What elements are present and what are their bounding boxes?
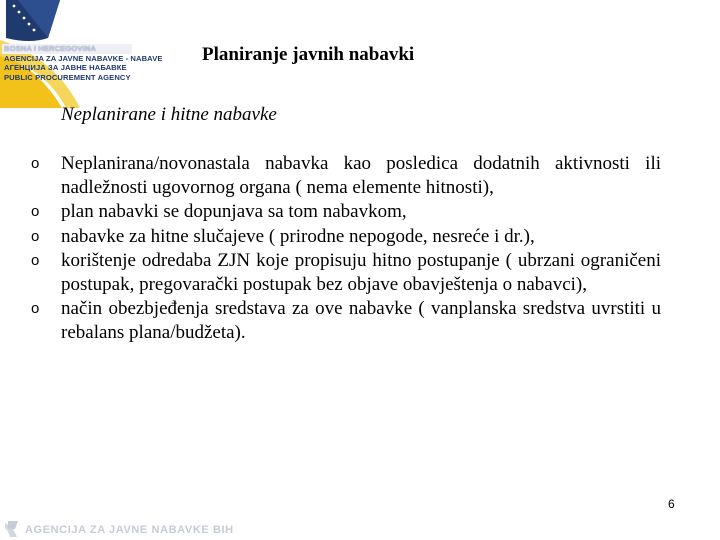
slide-subtitle: Neplanirane i hitne nabavke [61, 104, 277, 125]
bullet-text: nabavke za hitne slučajeve ( prirodne nepogode, nesreće i dr.), [61, 225, 535, 247]
list-item [31, 249, 661, 297]
footer [4, 520, 324, 538]
bullet-list [31, 152, 661, 346]
footer-logo-icon [4, 520, 22, 538]
bullet-text: način obezbjeđenja sredstava za ove nabavke ( vanplanska sredstva uvrstiti u rebalans plana/budžeta). [61, 298, 661, 344]
list-item [31, 225, 661, 249]
bullet-text: Neplanirana/novonastala nabavka kao posledica dodatnih aktivnosti ili nadležnosti ugovornog organa ( nema elemente hitnosti), [61, 153, 661, 199]
bullet-circle-icon: o [31, 251, 40, 269]
agency-logo [0, 0, 200, 108]
logo-line-latin: AGENCIJA ZA JAVNE NABAVKE - NABAVE [4, 53, 163, 63]
list-item [31, 200, 661, 224]
bullet-text: korištenje odredaba ZJN koje propisuju hitno postupanje ( ubrzani ograničeni postupak, pregovarački postupak bez objave obavještenja o nabavci), [61, 249, 661, 296]
logo-line-english: PUBLIC PROCUREMENT AGENCY [4, 72, 131, 82]
footer-agency-name: AGENCIJA ZA JAVNE NABAVKE BIH [25, 524, 234, 536]
logo-line-country: BOSNA I HERCEGOVINA [4, 44, 96, 53]
bullet-circle-icon: o [31, 227, 40, 245]
list-item [31, 297, 661, 345]
bullet-circle-icon: o [31, 155, 40, 172]
logo-line-cyrillic: АГЕНЦИЈА ЗА ЈАВНЕ НАБАВКЕ [4, 63, 127, 73]
page-number: 6 [668, 497, 675, 511]
logo-text [4, 44, 163, 82]
list-item [31, 152, 661, 200]
bullet-text: plan nabavki se dopunjava sa tom nabavkom, [61, 201, 407, 223]
slide-title: Planiranje javnih nabavki [202, 44, 415, 65]
bullet-circle-icon: o [31, 203, 40, 221]
bullet-circle-icon: o [31, 300, 40, 318]
